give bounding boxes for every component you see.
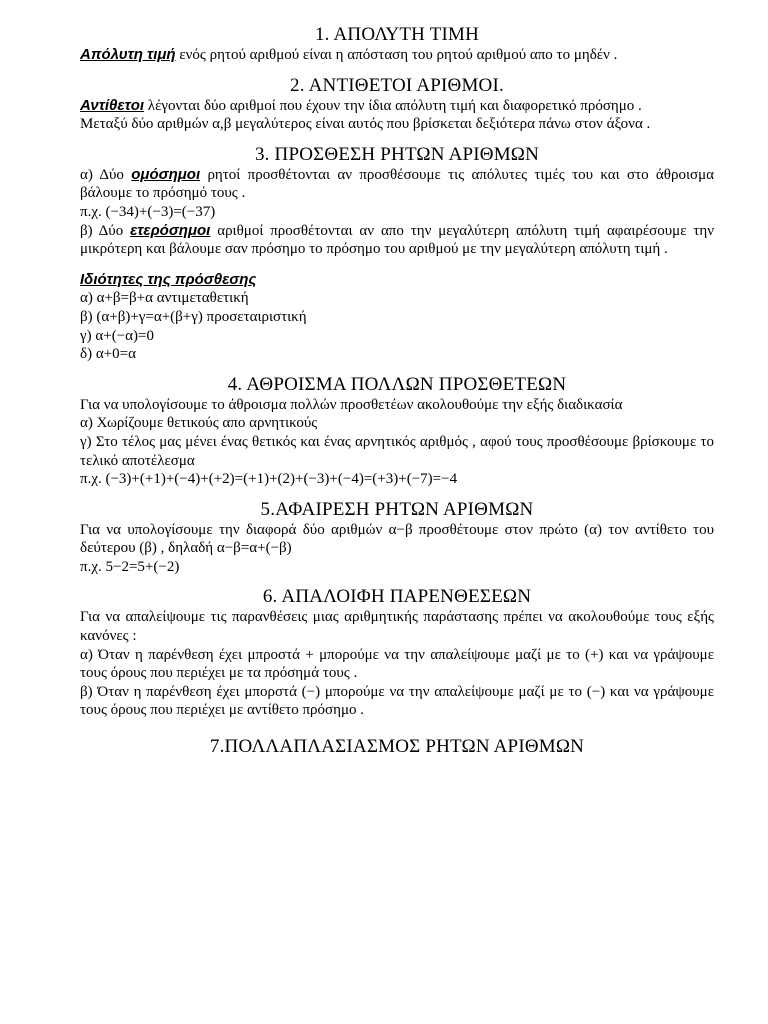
example: π.χ. (−3)+(+1)+(−4)+(+2)=(+1)+(2)+(−3)+(−4)=(+3)+(−7)=−4 bbox=[80, 471, 458, 488]
property-line: δ) α+0=α bbox=[80, 346, 136, 363]
property-line: γ) α+(−α)=0 bbox=[80, 327, 154, 344]
paragraph-text: ρητοί προσθέτονται αν προσθέσουμε τις απόλυτες τιμές του και στο άθροισμα βάλουμε το πρόσημό τους . bbox=[80, 166, 714, 202]
properties-block bbox=[80, 271, 714, 364]
example: π.χ. 5−2=5+(−2) bbox=[80, 558, 180, 575]
paragraph bbox=[80, 97, 714, 116]
paragraph: Για να υπολογίσουμε το άθροισμα πολλών προσθετέων ακολουθούμε την εξής διαδικασία bbox=[80, 396, 623, 413]
section-title: 2. ΑΝΤΙΘΕΤΟΙ ΑΡΙΘΜΟΙ. bbox=[290, 74, 504, 96]
paragraph: β) Όταν η παρένθεση έχει μπορστά (−) μπορούμε να την απαλείψουμε μαζί με το (−) και να γράψουμε τους όρους που περιέχει με αντίθετο πρόσημο . bbox=[80, 683, 714, 719]
term: Απόλυτη τιμή bbox=[80, 46, 176, 63]
term: ομόσημοι bbox=[131, 165, 201, 183]
paragraph: α) Όταν η παρένθεση έχει μπροστά + μπορούμε να την απαλείψουμε μαζί με το (+) και να γράψουμε τους όρους που περιέχει με τα πρόσημά τους . bbox=[80, 646, 714, 682]
section-sum-of-many bbox=[80, 374, 714, 489]
item-prefix: α) Δύο bbox=[80, 166, 132, 183]
paragraph-text: ενός ρητού αριθμού είναι η απόσταση του ρητού αριθμού απο το μηδέν . bbox=[175, 47, 618, 63]
properties-title bbox=[80, 271, 714, 290]
paragraph: α) Χωρίζουμε θετικούς απο αρνητικούς bbox=[80, 415, 318, 432]
paragraph-text: λέγονται δύο αριθμοί που έχουν την ίδια απόλυτη τιμή και διαφορετικό πρόσημο . bbox=[144, 97, 642, 114]
term: Αντίθετοι bbox=[80, 96, 145, 114]
section-addition bbox=[80, 144, 714, 364]
section-title: 6. ΑΠΑΛΟΙΦΗ ΠΑΡΕΝΘΕΣΕΩΝ bbox=[262, 586, 532, 608]
paragraph: Για να απαλείψουμε τις παρανθέσεις μιας αριθμητικής παράστασης πρέπει να ακολουθούμε τους εξής κανόνες : bbox=[80, 609, 714, 645]
section-title: 5.ΑΦΑΙΡΕΣΗ ΡΗΤΩΝ ΑΡΙΘΜΩΝ bbox=[260, 498, 534, 520]
section-title: 1. ΑΠΟΛΥΤΗ ΤΙΜΗ bbox=[314, 24, 480, 45]
section-absolute-value bbox=[80, 24, 714, 65]
property-line: β) (α+β)+γ=α+(β+γ) προσεταιριστική bbox=[80, 308, 307, 325]
section-opposite-numbers bbox=[80, 75, 714, 134]
section-title: 3. ΠΡΟΣΘΕΣΗ ΡΗΤΩΝ ΑΡΙΘΜΩΝ bbox=[254, 143, 540, 165]
section-title: 4. ΑΘΡΟΙΣΜΑ ΠΟΛΛΩΝ ΠΡΟΣΘΕΤΕΩΝ bbox=[227, 373, 567, 395]
section-multiplication bbox=[80, 736, 714, 758]
section-subtraction bbox=[80, 499, 714, 577]
property-line: α) α+β=β+α αντιμεταθετική bbox=[80, 290, 249, 307]
term: ετερόσημοι bbox=[130, 221, 211, 239]
document-page bbox=[80, 24, 714, 768]
paragraph: Για να υπολογίσουμε την διαφορά δύο αριθμών α−β προσθέτουμε στον πρώτο (α) τον αντίθετο του δεύτερου (β) , δηλαδή α−β=α+(−β) bbox=[80, 521, 714, 557]
paragraph bbox=[80, 222, 714, 259]
section-title: 7.ΠΟΛΛΑΠΛΑΣΙΑΣΜΟΣ ΡΗΤΩΝ ΑΡΙΘΜΩΝ bbox=[209, 736, 585, 758]
term: Ιδιότητες της πρόσθεσης bbox=[80, 270, 257, 288]
item-prefix: β) Δύο bbox=[80, 222, 131, 239]
paragraph: Μεταξύ δύο αριθμών α,β μεγαλύτερος είναι αυτός που βρίσκεται δεξιότερα πάνω στον άξονα . bbox=[80, 116, 651, 133]
example: π.χ. (−34)+(−3)=(−37) bbox=[80, 203, 216, 220]
section-parentheses bbox=[80, 586, 714, 720]
paragraph bbox=[80, 166, 714, 203]
paragraph-text: αριθμοί προσθέτονται αν απο την μεγαλύτερη απόλυτη τιμή αφαιρέσουμε την μικρότερη και βάλουμε σαν πρόσημο το πρόσημο του αριθμού με την μεγαλύτερη απόλυτη τιμή . bbox=[80, 222, 715, 258]
paragraph bbox=[80, 46, 714, 65]
paragraph: γ) Στο τέλος μας μένει ένας θετικός και ένας αρνητικός αριθμός , αφού τους προσθέσουμε βρίσκουμε το τελικό αποτέλεσμα bbox=[80, 433, 714, 469]
